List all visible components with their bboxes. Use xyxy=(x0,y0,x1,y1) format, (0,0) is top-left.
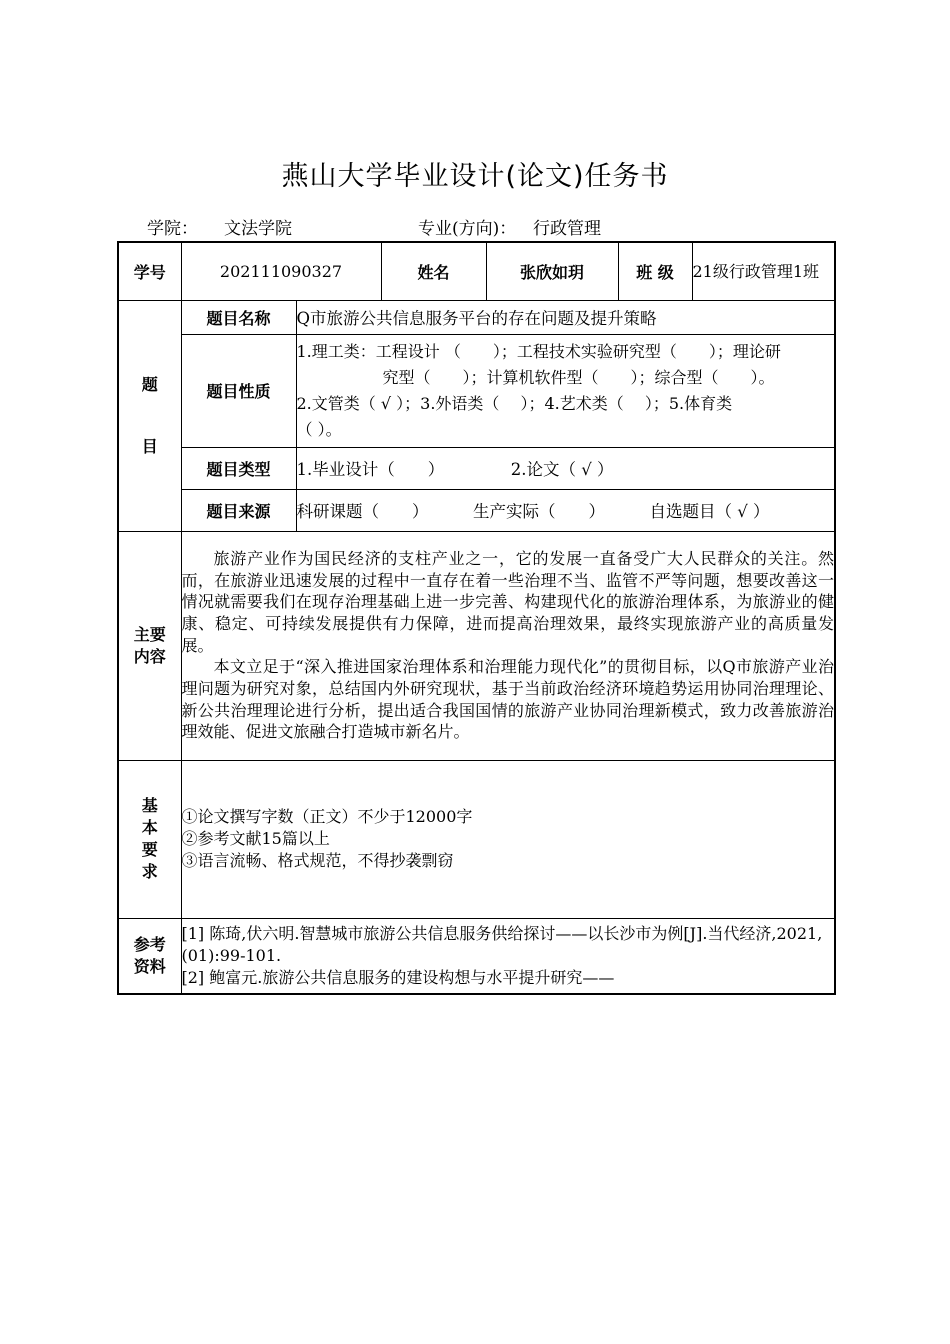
topic-source-value xyxy=(296,489,835,531)
ref-char-2: 资料 xyxy=(133,956,166,976)
topic-type-value xyxy=(296,447,835,489)
task-form-table xyxy=(117,241,836,995)
basic-requirements-text xyxy=(181,760,835,918)
reference-2: [2] 鲍富元.旅游公共信息服务的建设构想与水平提升研究—— xyxy=(181,967,615,987)
requirement-3: ③语言流畅、格式规范，不得抄袭剽窃 xyxy=(181,851,454,870)
student-id-label: 学号 xyxy=(118,242,181,300)
topic-source-self-selected: 自选题目（ √ ） xyxy=(649,502,770,521)
topic-nature-line-4: （ ）。 xyxy=(296,419,342,439)
class-value: 21级行政管理1班 xyxy=(692,242,835,300)
references-label xyxy=(118,918,181,994)
topic-source-label: 题目来源 xyxy=(181,489,296,531)
ref-char-1: 参考 xyxy=(133,934,166,954)
main-content-paragraph-2: 本文立足于“深入推进国家治理体系和治理能力现代化”的贯彻目标，以Q市旅游产业治理问题为研究对象，总结国内外研究现状，基于当前政治经济环境趋势运用协同治理理论、新公共治理理论进行分析，提出适合我国国情的旅游产业协同治理新模式，致力改善旅游治理效能、促进文旅融合打造城市新名片。 xyxy=(181,657,834,742)
req-char-4: 求 xyxy=(141,862,158,881)
major-label: 专业(方向)： xyxy=(418,219,517,239)
student-id-value: 202111090327 xyxy=(181,242,381,300)
student-info-row xyxy=(118,242,835,300)
document-title: 燕山大学毕业设计(论文)任务书 xyxy=(281,161,669,192)
main-content-char-2: 内容 xyxy=(133,646,166,666)
req-char-3: 要 xyxy=(141,840,158,859)
topic-type-paper: 2.论文（ √ ） xyxy=(510,460,614,479)
name-value: 张欣如玥 xyxy=(486,242,618,300)
topic-nature-line-2: 究型（ ）；计算机软件型（ ）；综合型（ ）。 xyxy=(382,367,775,387)
main-content-char-1: 主要 xyxy=(133,624,166,644)
college-value: 文法学院 xyxy=(224,219,292,239)
topic-group-char-1: 题 xyxy=(141,374,158,394)
topic-nature-label: 题目性质 xyxy=(181,334,296,447)
major-value: 行政管理 xyxy=(533,219,601,239)
college-label: 学院： xyxy=(147,219,198,239)
topic-nature-line-1: 1.理工类：工程设计 （ ）；工程技术实验研究型（ ）；理论研 xyxy=(296,341,781,361)
topic-name-label: 题目名称 xyxy=(181,300,296,334)
reference-1: [1] 陈琦,伏六明.智慧城市旅游公共信息服务供给探讨——以长沙市为例[J].当代经济,2021,(01):99-101. xyxy=(181,923,823,965)
topic-group-label xyxy=(118,300,181,531)
main-content-text xyxy=(181,531,835,760)
main-content-paragraph-1: 旅游产业作为国民经济的支柱产业之一，它的发展一直备受广大人民群众的关注。然而，在旅游业迅速发展的过程中一直存在着一些治理不当、监管不严等问题，想要改善这一情况就需要我们在现存治理基础上进一步完善、构建现代化的旅游治理体系，为旅游业的健康、稳定、可持续发展提供有力保障，进而提高治理效果，最终实现旅游产业的高质量发展。 xyxy=(181,548,834,655)
main-content-label xyxy=(118,531,181,760)
topic-nature-line-3: 2.文管类（ √ ）；3.外语类（ ）；4.艺术类（ ）；5.体育类 xyxy=(296,393,733,413)
class-label: 班 级 xyxy=(618,242,692,300)
topic-type-label: 题目类型 xyxy=(181,447,296,489)
req-char-2: 本 xyxy=(141,818,158,837)
topic-type-thesis-design: 1.毕业设计（ ） xyxy=(296,460,445,479)
topic-group-char-2: 目 xyxy=(141,436,158,456)
basic-requirements-label xyxy=(118,760,181,918)
requirement-2: ②参考文献15篇以上 xyxy=(181,829,330,848)
topic-source-practice: 生产实际（ ） xyxy=(473,502,605,521)
references-text xyxy=(181,918,835,994)
req-char-1: 基 xyxy=(141,796,158,815)
name-label: 姓名 xyxy=(381,242,486,300)
topic-name-value: Q市旅游公共信息服务平台的存在问题及提升策略 xyxy=(296,300,835,334)
requirement-1: ①论文撰写字数（正文）不少于12000字 xyxy=(181,807,473,826)
topic-source-research: 科研课题（ ） xyxy=(296,502,429,521)
topic-nature-value xyxy=(296,334,835,447)
